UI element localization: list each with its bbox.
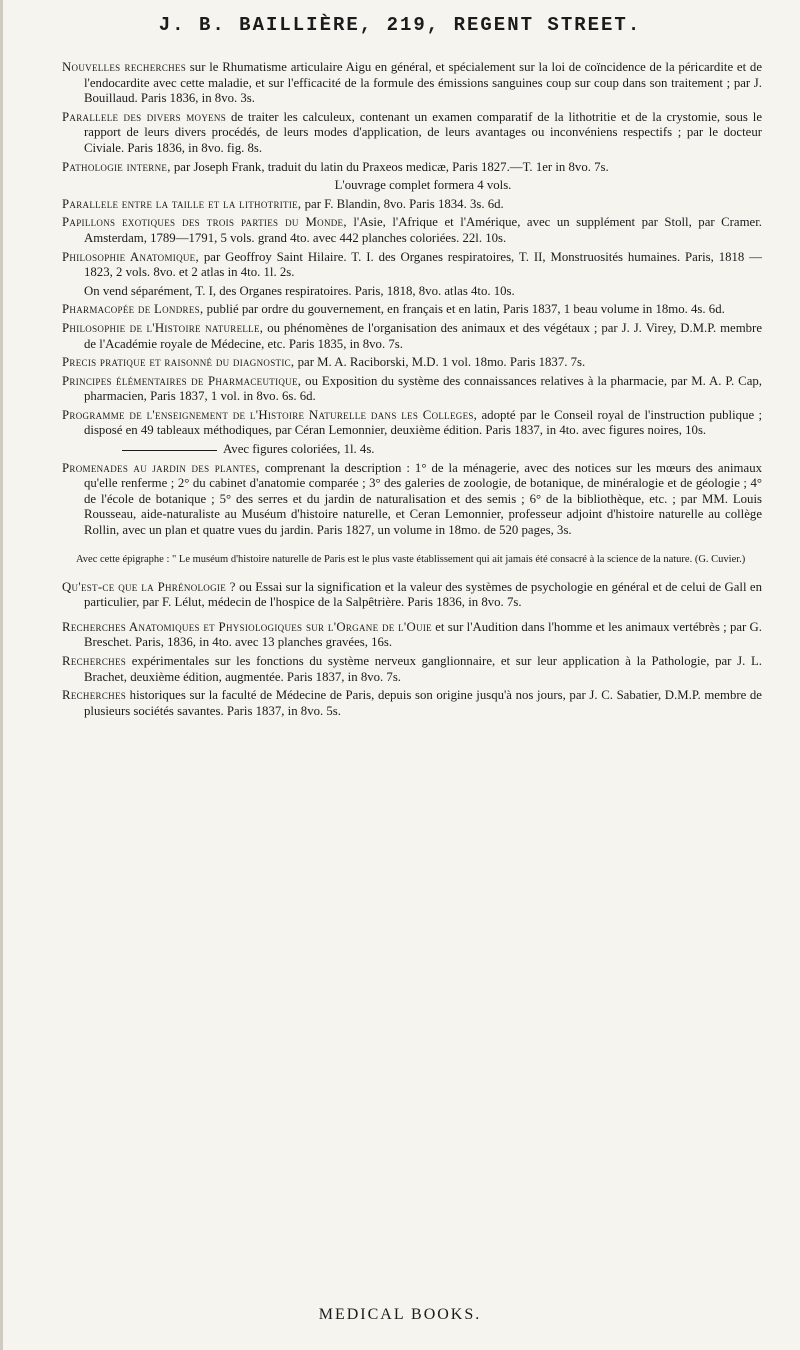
entry-lead: Recherches — [62, 688, 127, 703]
entry-lead: Pathologie interne, — [62, 159, 171, 174]
entry-lead: Parallele entre la taille et la lithotritie, — [62, 196, 302, 211]
entry-lead: Parallele des divers moyens — [62, 109, 227, 124]
catalogue-entry — [62, 302, 762, 318]
entry-text: sur le Rhumatisme articulaire Aigu en général, et spécialement sur la loi de coïncidence de la péricardite et de l'endocardite avec cette maladie, et sur l'efficacité de la formule des émissions sanguines coup sur coup dans son traitement ; par J. Bouillaud. Paris 1836, in 8vo. 3s. — [84, 60, 762, 106]
catalogue-entry — [62, 461, 762, 539]
entry-text: et sur l'Audition dans l'homme et les animaux vertébrès ; par G. Breschet. Paris, 1836, in 4to. avec 13 planches gravées, 16s. — [84, 619, 763, 650]
catalogue-entry — [62, 321, 762, 352]
entry-lead: Principes élémentaires de Pharmaceutique, — [62, 373, 302, 388]
catalogue-entry — [62, 580, 762, 611]
catalogue-body — [62, 60, 762, 722]
entry-text: comprenant la description : 1° de la ménagerie, avec des notices sur les mœurs des animaux qu'elle renferme ; 2° du cabinet d'anatomie comparée ; 3° des galeries de zoologie, de botanique, de minéralogie et de géologie ; 4° de l'école de botanique ; 5° des serres et du jardin de naturalisation et des semis ; 6° de la bibliothèque, etc. ; par MM. Louis Rousseau, aide-naturaliste au Muséum d'histoire naturelle, et Ceran Lemonnier, professeur adjoint d'histoire naturelle au collège Rollin, avec un plan et quatre vues du jardin. Paris 1827, un volume in 18mo. de 520 pages, 3s. — [84, 460, 762, 538]
catalogue-entry — [62, 197, 762, 213]
catalogue-entry — [62, 374, 762, 405]
catalogue-entry — [62, 408, 762, 439]
entry-lead: Programme de l'enseignement de l'Histoire Naturelle dans les Colleges, — [62, 407, 478, 422]
page-header: J. B. BAILLIÈRE, 219, REGENT STREET. — [158, 14, 642, 36]
entry-text: par Joseph Frank, traduit du latin du Praxeos medicæ, Paris 1827.—T. 1er in 8vo. 7s. — [170, 159, 609, 174]
catalogue-entry — [62, 215, 762, 246]
catalogue-entry — [62, 688, 762, 719]
catalogue-entry — [62, 654, 762, 685]
entry-text: ou phénomènes de l'organisation des animaux et des végétaux ; par J. J. Virey, D.M.P. membre de l'Académie royale de Médecine, etc. Paris 1835, in 8vo. 7s. — [84, 320, 762, 351]
entry-note: L'ouvrage complet formera 4 vols. — [334, 178, 512, 193]
footnote: Avec cette épigraphe : " Le muséum d'histoire naturelle de Paris est le plus vaste établissement qui ait jamais été consacré à la science de la nature. (G. Cuvier.) — [76, 553, 746, 565]
entry-text: ou Essai sur la signification et la valeur des systèmes de psychologie en général et de celui de Gall en particulier, par F. Lélut, médecin de l'hospice de la Salpêtrière. Paris 1836, in 8vo. 7s. — [84, 579, 763, 610]
catalogue-entry — [62, 355, 762, 371]
page-edge — [0, 0, 3, 1350]
entry-lead: Philosophie de l'Histoire naturelle, — [62, 320, 264, 335]
catalogue-entry — [62, 250, 762, 281]
entry-text: de traiter les calculeux, contenant un examen comparatif de la lithotritie et de la crystomie, sous le rapport de leurs divers procédés, de leurs modes d'application, de leurs avantages ou inconvéniens respectifs ; par le docteur Civiale. Paris 1836, in 8vo. fig. 8s. — [84, 109, 763, 155]
entry-lead: Precis pratique et raisonné du diagnostic, — [62, 355, 295, 370]
entry-lead: Qu'est-ce que la Phrénologie ? — [62, 579, 236, 594]
entry-text: par Geoffroy Saint Hilaire. T. I. des Organes respiratoires, T. II, Monstruosités humaines. Paris, 1818 — 1823, 2 vols. 8vo. et 2 atlas in 4to. 1l. 2s. — [84, 249, 763, 280]
entry-lead: Nouvelles recherches — [62, 60, 187, 74]
entry-lead: Recherches Anatomiques et Physiologiques sur l'Organe de l'Ouie — [62, 619, 432, 634]
entry-text: l'Asie, l'Afrique et l'Amérique, avec un supplément par Stoll, par Cramer. Amsterdam, 1789—1791, 5 vols. grand 4to. avec 442 planches coloriées. 22l. 10s. — [84, 215, 762, 245]
entry-text: historiques sur la faculté de Médecine de Paris, depuis son origine jusqu'à nos jours, par J. C. Sabatier, D.M.P. membre de plusieurs sociétés savantes. Paris 1837, in 8vo. 5s. — [84, 688, 762, 718]
entry-lead: Recherches — [62, 654, 127, 668]
entry-text: expérimentales sur les fonctions du système nerveux ganglionnaire, et sur leur application à la Pathologie, par J. L. Brachet, deuxième édition, augmentée. Paris 1837, in 8vo. 7s. — [84, 654, 762, 684]
entry-variant — [62, 442, 762, 458]
entry-text: ou Exposition du système des connaissances relatives à la pharmacie, par M. A. P. Cap, pharmacien, Paris 1837, 1 vol. in 8vo. 6s. 6d. — [84, 373, 762, 404]
entry-text: adopté par le Conseil royal de l'instruction publique ; disposé en 49 tableaux méthodiques, par Céran Lemonnier, deuxième édition. Paris 1837, in 4to. avec figures noires, 10s. — [84, 407, 763, 438]
entry-text: par M. A. Raciborski, M.D. 1 vol. 18mo. Paris 1837. 7s. — [294, 355, 586, 370]
entry-lead: Pharmacopée de Londres, — [62, 302, 204, 317]
entry-text: publié par ordre du gouvernement, en français et en latin, Paris 1837, 1 beau volume in 18mo. 4s. 6d. — [203, 302, 725, 317]
catalogue-entry — [62, 60, 762, 107]
entry-variant-text: Avec figures coloriées, 1l. 4s. — [223, 442, 375, 457]
entry-lead: Papillons exotiques des trois parties du Monde, — [62, 215, 347, 230]
catalogue-entry — [62, 160, 762, 176]
entry-text: par F. Blandin, 8vo. Paris 1834. 3s. 6d. — [301, 196, 504, 211]
catalogue-entry — [62, 110, 762, 157]
dash-rule — [122, 450, 217, 451]
entry-lead: Philosophie Anatomique, — [62, 249, 199, 264]
catalogue-entry — [62, 620, 762, 651]
page-footer: MEDICAL BOOKS. — [318, 1306, 482, 1323]
entry-note: On vend séparément, T. I, des Organes respiratoires. Paris, 1818, 8vo. atlas 4to. 10s. — [84, 283, 515, 298]
entry-lead: Promenades au jardin des plantes, — [62, 460, 260, 475]
